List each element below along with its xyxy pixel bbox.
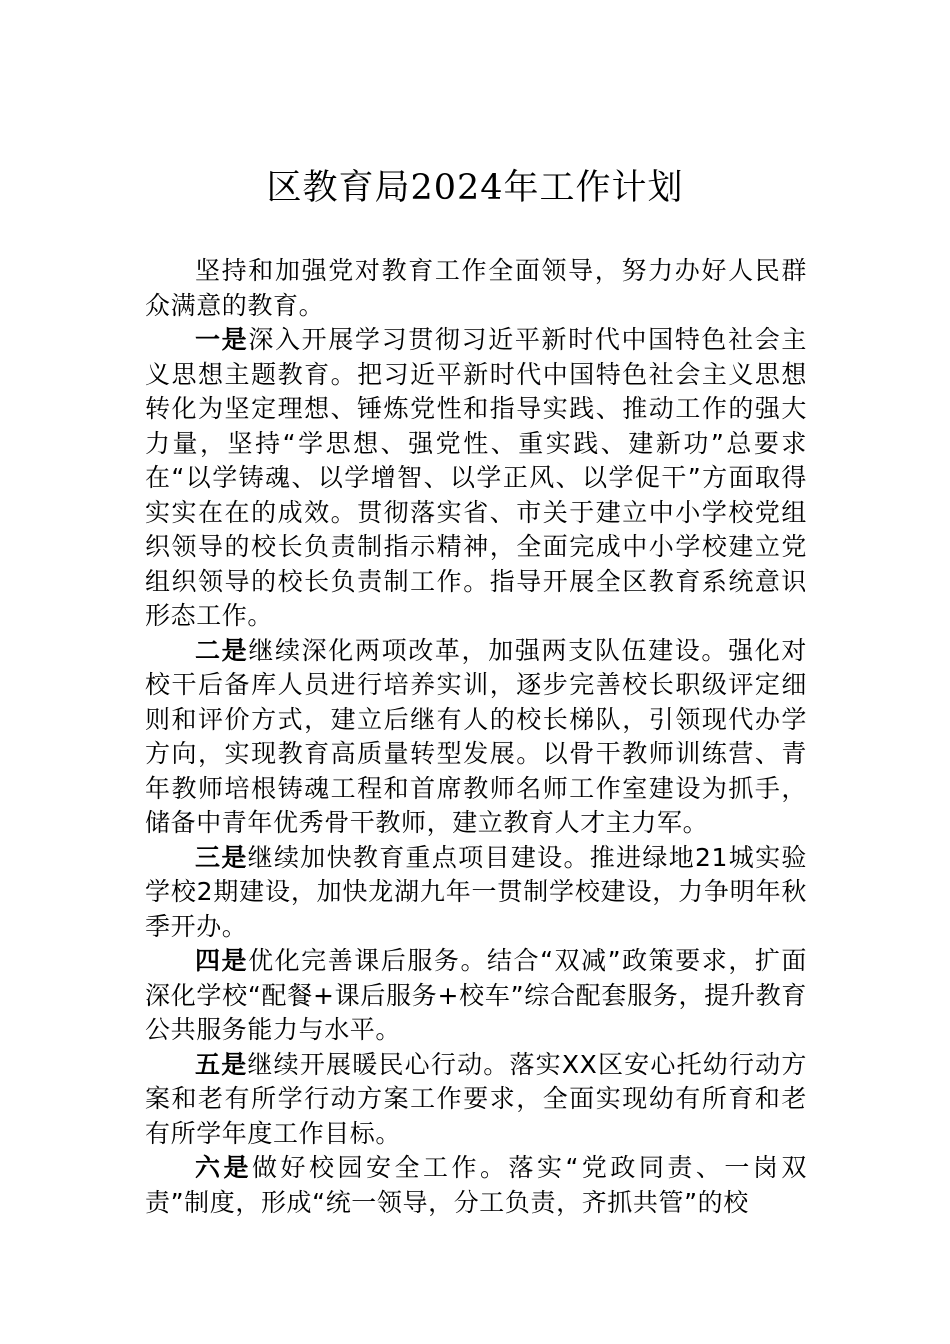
section-lead: 三是 <box>195 842 248 872</box>
section-paragraph-6 <box>145 1151 807 1220</box>
section-text: 继续开展暖民心行动。落实XX区安心托幼行动方案和老有所学行动方案工作要求，全面实现幼有所育和老有所学年度工作目标。 <box>145 1049 807 1148</box>
section-paragraph-5 <box>145 1048 807 1152</box>
intro-paragraph: 坚持和加强党对教育工作全面领导，努力办好人民群众满意的教育。 <box>145 256 807 320</box>
section-lead: 四是 <box>195 946 249 975</box>
section-lead: 一是 <box>195 325 249 354</box>
section-lead: 六是 <box>195 1153 252 1182</box>
section-paragraph-1 <box>145 323 807 634</box>
section-text: 优化完善课后服务。结合“双减”政策要求，扩面深化学校“配餐+课后服务+校车”综合配套服务，提升教育公共服务能力与水平。 <box>145 946 808 1044</box>
section-lead: 二是 <box>195 635 249 665</box>
section-text: 做好校园安全工作。落实“党政同责、一岗双责”制度，形成“统一领导，分工负责，齐抓共管”的校 <box>145 1153 807 1217</box>
section-paragraph-4 <box>145 944 807 1048</box>
section-paragraph-3 <box>145 841 807 945</box>
document-body <box>145 254 807 1220</box>
section-lead: 五是 <box>195 1049 248 1079</box>
section-text: 继续深化两项改革，加强两支队伍建设。强化对校干后备库人员进行培养实训，逐步完善校长职级评定细则和评价方式，建立后继有人的校长梯队，引领现代办学方向，实现教育高质量转型发展。以骨干教师训练营、青年教师培根铸魂工程和首席教师名师工作室建设为抓手，储备中青年优秀骨干教师，建立教育人才主力军。 <box>145 635 807 837</box>
section-text: 继续加快教育重点项目建设。推进绿地21城实验学校2期建设，加快龙湖九年一贯制学校建设，力争明年秋季开办。 <box>145 842 808 941</box>
section-text: 深入开展学习贯彻习近平新时代中国特色社会主义思想主题教育。把习近平新时代中国特色社会主义思想转化为坚定理想、锤炼党性和指导实践、推动工作的强大力量，坚持“学思想、强党性、重实践、建新功”总要求在“以学铸魂、以学增智、以学正风、以学促干”方面取得实实在在的成效。贯彻落实省、市关于建立中小学校党组织领导的校长负责制指示精神，全面完成中小学校建立党组织领导的校长负责制工作。指导开展全区教育系统意识形态工作。 <box>145 325 807 630</box>
section-paragraph-2 <box>145 634 807 841</box>
document-title: 区教育局2024年工作计划 <box>266 168 684 208</box>
